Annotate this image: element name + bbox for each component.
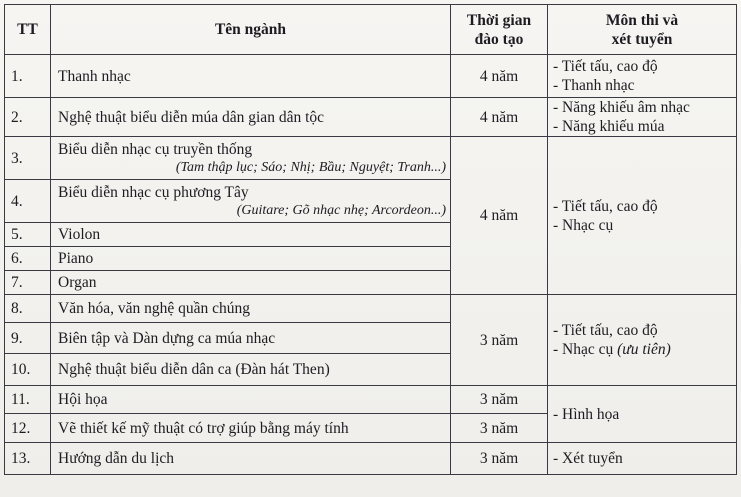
duration-cell: 3 năm [451,414,548,443]
program-name-note: (Guitare; Gõ nhạc nhẹ; Arcordeon...) [236,202,446,218]
table-row [5,443,737,475]
header-tt: TT [5,5,51,55]
subject-line: - Tiết tấu, cao độ [553,58,658,75]
subjects-cell [548,137,737,295]
row-number: 10. [5,354,51,386]
table-row [5,98,737,137]
row-number: 1. [5,55,51,98]
admissions-table [4,4,737,475]
row-number: 7. [5,271,51,295]
row-number: 11. [5,386,51,414]
subject-priority-note: (ưu tiên) [617,341,671,358]
program-name-main: Biểu diễn nhạc cụ phương Tây [58,183,249,201]
row-number: 6. [5,247,51,271]
subject-main: - Nhạc cụ [553,341,614,358]
program-name: Hướng dẫn du lịch [51,443,451,475]
header-name: Tên ngành [51,5,451,55]
program-name: Piano [51,247,451,271]
subjects-cell [548,295,737,386]
subjects-cell: - Xét tuyển [548,443,737,475]
program-name: Hội họa [51,386,451,414]
subject-line [553,340,736,359]
subjects-cell [548,98,737,137]
duration-cell: 3 năm [451,386,548,414]
subject-line: - Tiết tấu, cao độ [553,197,658,215]
header-subjects-line1: Môn thi và [605,11,679,29]
program-name: Violon [51,223,451,247]
program-name-note: (Tam thập lục; Sáo; Nhị; Bầu; Nguyệt; Tranh...) [175,159,446,175]
program-name: Nghệ thuật biểu diễn dân ca (Đàn hát Then) [51,354,451,386]
program-name: Biên tập và Dàn dựng ca múa nhạc [51,323,451,354]
subject-line: - Năng khiếu múa [553,118,665,135]
subject-line: - Thanh nhạc [553,77,635,94]
table-row [5,386,737,414]
subjects-cell: - Hình họa [548,386,737,443]
header-duration-line2: đào tạo [474,30,524,48]
table-row [5,137,737,180]
table-row [5,295,737,323]
subject-line: - Năng khiếu âm nhạc [553,99,690,116]
program-name: Văn hóa, văn nghệ quần chúng [51,295,451,323]
subjects-cell [548,55,737,98]
program-name [51,180,451,223]
row-number: 8. [5,295,51,323]
duration-cell: 3 năm [451,443,548,475]
program-name: Nghệ thuật biểu diễn múa dân gian dân tộc [51,98,451,137]
row-number: 5. [5,223,51,247]
row-number: 4. [5,180,51,223]
duration-cell: 4 năm [451,98,548,137]
program-name: Vẽ thiết kế mỹ thuật có trợ giúp bằng máy tính [51,414,451,443]
program-name: Thanh nhạc [51,55,451,98]
table-row [5,55,737,98]
row-number: 13. [5,443,51,475]
duration-cell: 4 năm [451,55,548,98]
duration-cell: 4 năm [451,137,548,295]
program-name [51,137,451,180]
header-row [5,5,737,55]
program-name-main: Biểu diễn nhạc cụ truyền thống [58,140,253,158]
program-name: Organ [51,271,451,295]
header-subjects-line2: xét tuyển [611,30,673,48]
duration-cell: 3 năm [451,295,548,386]
header-subjects [548,5,737,55]
row-number: 12. [5,414,51,443]
subject-line: - Tiết tấu, cao độ [553,322,658,339]
row-number: 3. [5,137,51,180]
subject-line: - Nhạc cụ [553,216,614,234]
row-number: 2. [5,98,51,137]
header-duration [451,5,548,55]
row-number: 9. [5,323,51,354]
header-duration-line1: Thời gian [466,11,532,29]
